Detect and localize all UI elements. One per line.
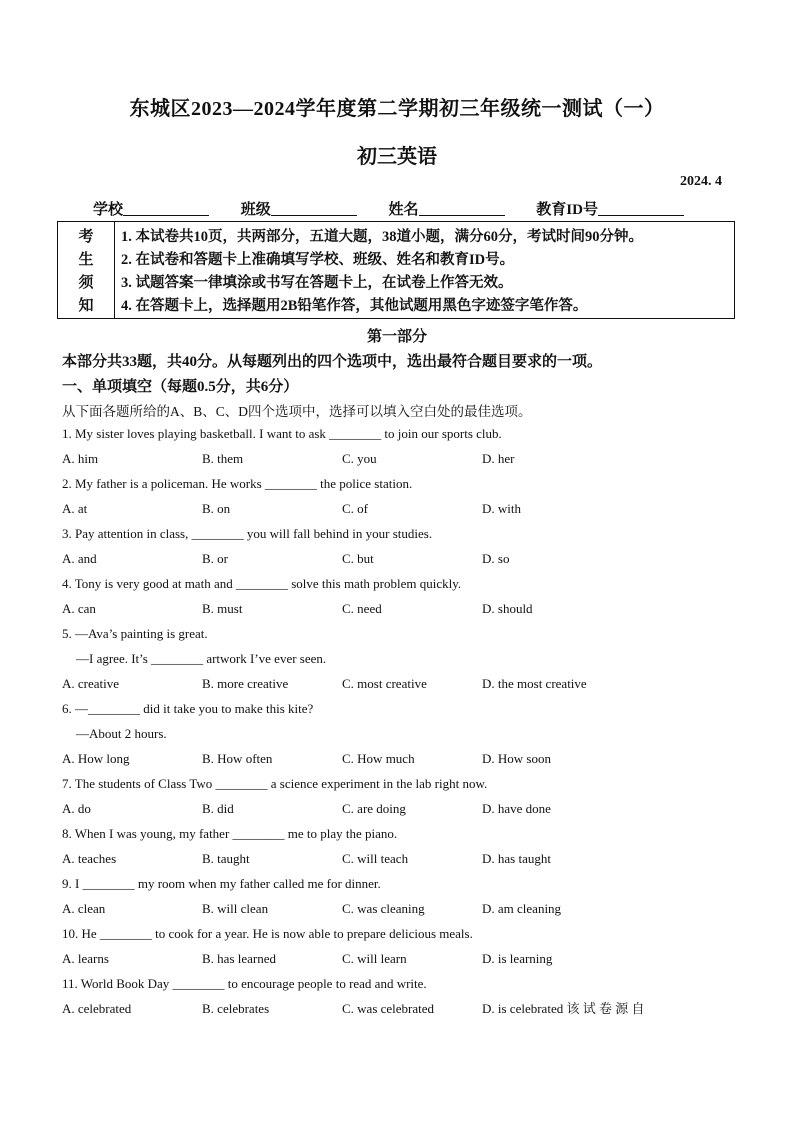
school-blank	[123, 201, 209, 216]
class-field	[241, 198, 357, 219]
answer-options	[62, 999, 734, 1024]
class-blank	[271, 201, 357, 216]
school-label: 学校	[93, 202, 124, 218]
student-info-row	[93, 198, 713, 219]
question-item	[62, 699, 734, 774]
answer-option: B. How often	[202, 751, 273, 766]
name-label: 姓名	[388, 202, 419, 218]
exam-title: 东城区2023—2024学年度第二学期初三年级统一测试（一）	[129, 98, 665, 120]
answer-option: B. more creative	[202, 676, 289, 691]
notice-item: 2. 在试卷和答题卡上准确填写学校、班级、姓名和教育ID号。	[121, 252, 515, 268]
answer-option: D. has taught	[482, 851, 551, 866]
answer-option: A. celebrated	[62, 1001, 132, 1016]
answer-option: C. of	[342, 501, 368, 516]
exam-notice-box	[57, 221, 735, 319]
answer-option: C. will learn	[342, 951, 407, 966]
answer-option: B. has learned	[202, 951, 277, 966]
answer-options	[62, 549, 734, 574]
answer-option: B. must	[202, 601, 243, 616]
school-field	[93, 198, 209, 219]
answer-option: C. was cleaning	[342, 901, 425, 916]
question-stem: 9. I ________ my room when my father called me for dinner.	[62, 876, 381, 891]
question-item	[62, 924, 734, 974]
answer-option: D. How soon	[482, 751, 551, 766]
name-field	[389, 198, 505, 219]
question-item	[62, 874, 734, 924]
question-stem: 4. Tony is very good at math and ________ solve this math problem quickly.	[62, 576, 462, 591]
question-dialogue-line: —I agree. It’s ________ artwork I’ve ever seen.	[76, 651, 327, 666]
answer-option: D. should	[482, 601, 533, 616]
answer-options	[62, 849, 734, 874]
exam-subtitle: 初三英语	[357, 146, 437, 168]
question-stem: 2. My father is a policeman. He works ________ the police station.	[62, 476, 413, 491]
answer-option: C. need	[342, 601, 382, 616]
answer-option: C. How much	[342, 751, 415, 766]
section-title: 一、单项填空（每题0.5分，共6分）	[62, 379, 299, 395]
question-stem: 11. World Book Day ________ to encourage people to read and write.	[62, 976, 427, 991]
notice-item: 1. 本试卷共10页，共两部分，五道大题，38道小题，满分60分，考试时间90分钟。	[121, 229, 643, 245]
question-item	[62, 474, 734, 524]
answer-option: B. celebrates	[202, 1001, 270, 1016]
notice-heading-char: 须	[78, 275, 94, 291]
answer-option: A. at	[62, 501, 88, 516]
question-item	[62, 574, 734, 624]
answer-options	[62, 899, 734, 924]
notice-heading-char: 知	[78, 298, 94, 314]
answer-option: A. teaches	[62, 851, 117, 866]
question-item	[62, 524, 734, 574]
answer-option: C. you	[342, 451, 377, 466]
answer-option: C. was celebrated	[342, 1001, 435, 1016]
answer-option: B. on	[202, 501, 231, 516]
question-item	[62, 824, 734, 874]
answer-option: A. How long	[62, 751, 130, 766]
question-item	[62, 974, 734, 1024]
answer-option: D. is learning	[482, 951, 553, 966]
answer-option: A. creative	[62, 676, 120, 691]
answer-option: A. and	[62, 551, 97, 566]
part-description: 本部分共33题，共40分。从每题列出的四个选项中，选出最符合题目要求的一项。	[62, 354, 603, 370]
answer-option: A. do	[62, 801, 91, 816]
answer-option: A. him	[62, 451, 99, 466]
answer-option: C. will teach	[342, 851, 409, 866]
notice-heading	[58, 222, 115, 318]
notice-items	[115, 222, 734, 318]
answer-option: D. am cleaning	[482, 901, 562, 916]
answer-options	[62, 599, 734, 624]
answer-option: C. are doing	[342, 801, 406, 816]
question-stem: 10. He ________ to cook for a year. He is now able to prepare delicious meals.	[62, 926, 473, 941]
part-heading: 第一部分	[366, 329, 427, 345]
answer-option: D. so	[482, 551, 510, 566]
answer-options	[62, 799, 734, 824]
answer-option: A. can	[62, 601, 96, 616]
question-stem: 6. —________ did it take you to make this kite?	[62, 701, 314, 716]
question-stem: 7. The students of Class Two ________ a science experiment in the lab right now.	[62, 776, 488, 791]
answer-options	[62, 499, 734, 524]
answer-option: D. with	[482, 501, 521, 516]
answer-option: B. taught	[202, 851, 250, 866]
question-stem: 1. My sister loves playing basketball. I want to ask ________ to join our sports club.	[62, 426, 502, 441]
notice-item: 3. 试题答案一律填涂或书写在答题卡上，在试卷上作答无效。	[121, 275, 513, 291]
answer-option: C. most creative	[342, 676, 427, 691]
answer-options	[62, 674, 734, 699]
answer-option: D. have done	[482, 801, 551, 816]
question-stem: 5. —Ava’s painting is great.	[62, 626, 208, 641]
answer-option: B. them	[202, 451, 244, 466]
notice-heading-char: 考	[78, 229, 94, 245]
class-label: 班级	[240, 202, 271, 218]
question-stem: 8. When I was young, my father ________ me to play the piano.	[62, 826, 398, 841]
notice-heading-char: 生	[78, 252, 94, 268]
question-item	[62, 774, 734, 824]
answer-option: B. or	[202, 551, 228, 566]
question-list	[62, 424, 734, 1024]
edu-id-blank	[598, 201, 684, 216]
answer-option: B. did	[202, 801, 234, 816]
edu-id-label: 教育ID号	[536, 202, 598, 218]
answer-option: D. is celebrated 该 试 卷 源 自	[482, 1001, 645, 1016]
notice-item: 4. 在答题卡上，选择题用2B铅笔作答，其他试题用黑色字迹签字笔作答。	[121, 298, 588, 314]
question-item	[62, 624, 734, 699]
question-stem: 3. Pay attention in class, ________ you will fall behind in your studies.	[62, 526, 433, 541]
answer-options	[62, 949, 734, 974]
answer-option: D. the most creative	[482, 676, 587, 691]
answer-option: B. will clean	[202, 901, 269, 916]
answer-option: A. learns	[62, 951, 109, 966]
answer-options	[62, 749, 734, 774]
question-item	[62, 424, 734, 474]
answer-options	[62, 449, 734, 474]
answer-option: C. but	[342, 551, 374, 566]
question-dialogue-line: —About 2 hours.	[76, 726, 167, 741]
section-instructions: 从下面各题所给的A、B、C、D四个选项中，选择可以填入空白处的最佳选项。	[62, 404, 532, 419]
answer-option: D. her	[482, 451, 515, 466]
answer-option: A. clean	[62, 901, 106, 916]
exam-date: 2024. 4	[680, 174, 722, 189]
edu-id-field	[536, 198, 684, 219]
name-blank	[419, 201, 505, 216]
